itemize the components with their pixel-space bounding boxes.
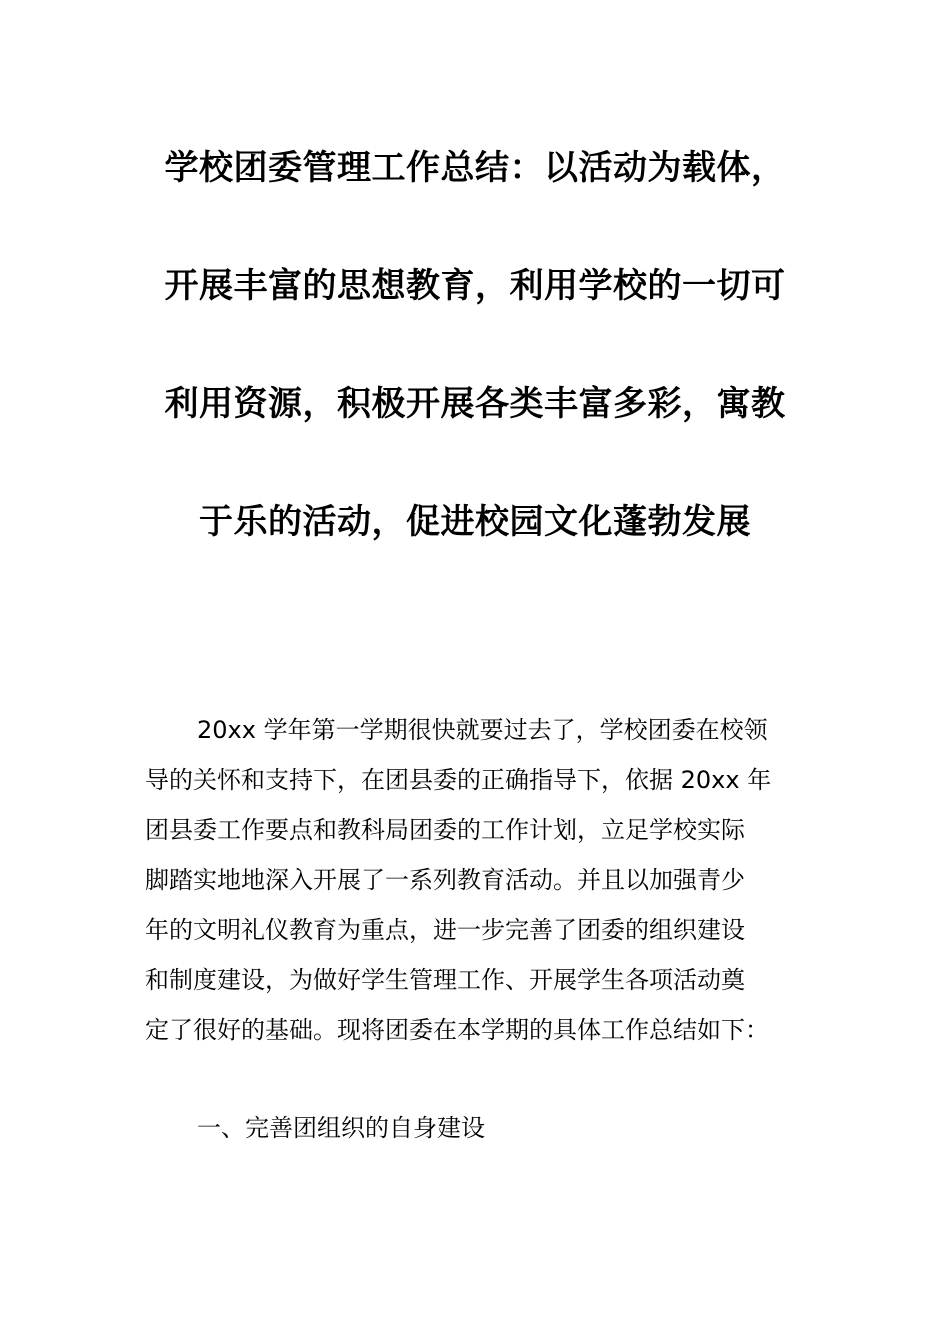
paragraph-line: 年的文明礼仪教育为重点，进一步完善了团委的组织建设 — [145, 916, 745, 944]
section-heading: 一、完善团组织的自身建设 — [197, 1114, 485, 1142]
paragraph-line: 导的关怀和支持下，在团县委的正确指导下，依据 20xx 年 — [145, 766, 772, 794]
intro-paragraph — [145, 705, 810, 1055]
title-line: 利用资源，积极开展各类丰富多彩，寓教 — [164, 384, 786, 424]
paragraph-line: 团县委工作要点和教科局团委的工作计划，立足学校实际 — [145, 816, 745, 844]
paragraph-line: 和制度建设，为做好学生管理工作、开展学生各项活动奠 — [145, 966, 745, 994]
title-line: 学校团委管理工作总结：以活动为载体， — [164, 148, 786, 188]
title-line: 开展丰富的思想教育，利用学校的一切可 — [164, 266, 786, 306]
paragraph-line: 20xx 学年第一学期很快就要过去了，学校团委在校领 — [197, 716, 768, 744]
title-line: 于乐的活动，促进校园文化蓬勃发展 — [199, 502, 751, 542]
document-title — [145, 148, 805, 620]
paragraph-line: 定了很好的基础。现将团委在本学期的具体工作总结如下： — [145, 1016, 769, 1044]
paragraph-line: 脚踏实地地深入开展了一系列教育活动。并且以加强青少 — [145, 866, 745, 894]
